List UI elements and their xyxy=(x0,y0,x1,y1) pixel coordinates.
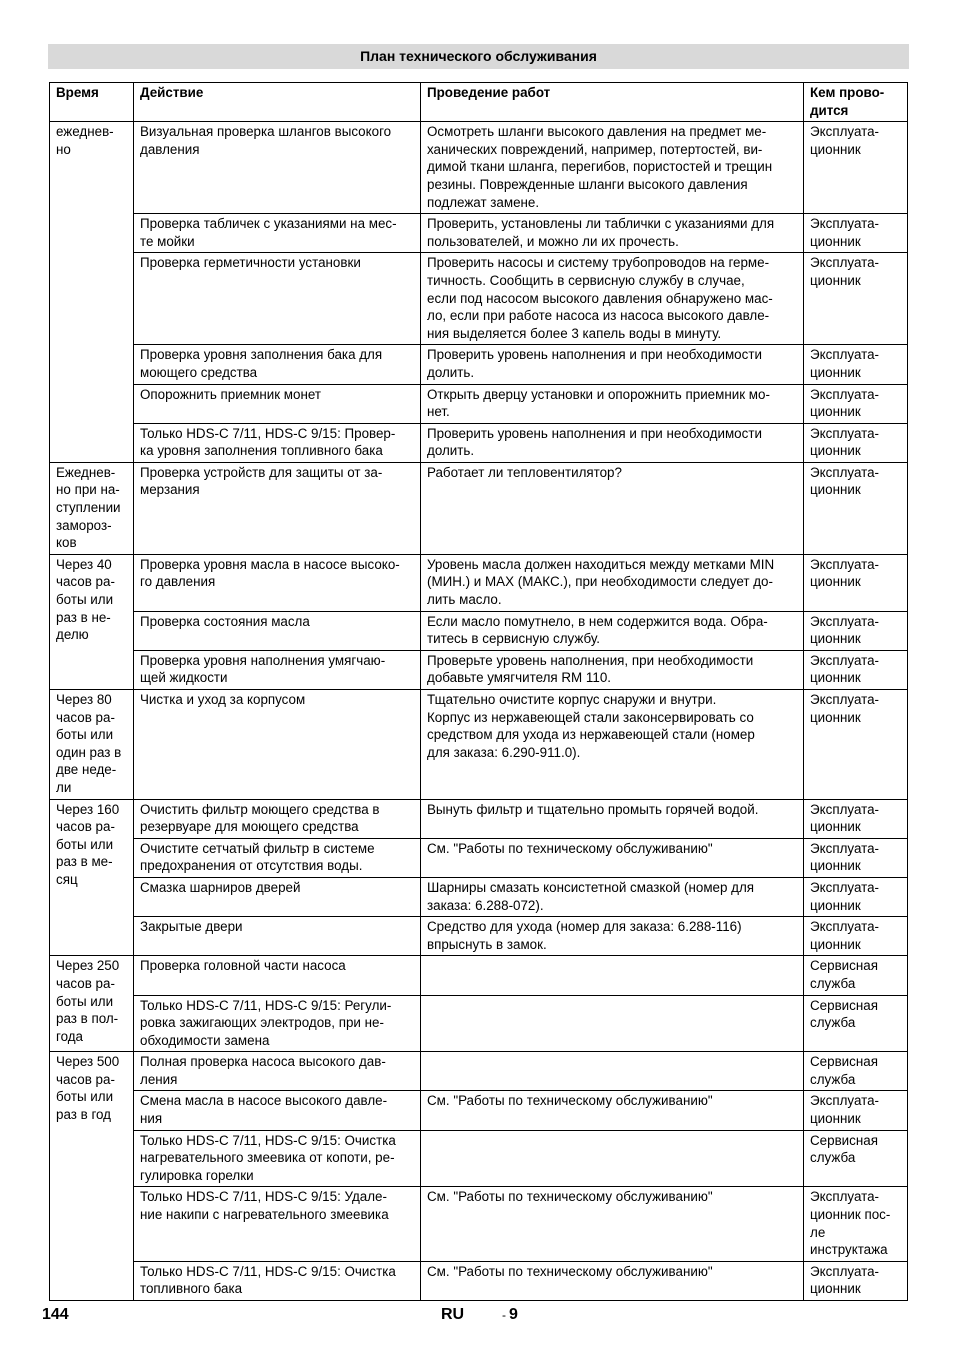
cell-work: Шарниры смазать консистетной смазкой (номер для заказа: 6.288-072). xyxy=(421,877,804,916)
cell-action: Только HDS-C 7/11, HDS-C 9/15: Очистка топливного бака xyxy=(134,1261,421,1300)
cell-who: Эксплуата- ционник xyxy=(804,122,908,214)
table-row xyxy=(50,253,908,345)
cell-who: Эксплуата- ционник xyxy=(804,838,908,877)
cell-who: Эксплуата- ционник xyxy=(804,877,908,916)
cell-action: Проверка состояния масла xyxy=(134,611,421,650)
cell-who: Эксплуата- ционник пос- ле инструктажа xyxy=(804,1187,908,1261)
cell-who: Сервисная служба xyxy=(804,956,908,995)
header-time: Время xyxy=(50,83,134,122)
cell-action: Проверка уровня масла в насосе высоко- го давления xyxy=(134,554,421,611)
table-row xyxy=(50,650,908,689)
cell-action: Проверка уровня заполнения бака для моющего средства xyxy=(134,345,421,384)
cell-action: Только HDS-C 7/11, HDS-C 9/15: Очистка нагревательного змеевика от копоти, ре- гулировка горелки xyxy=(134,1130,421,1187)
sheet-dash: - xyxy=(502,1308,506,1322)
cell-who: Сервисная служба xyxy=(804,1052,908,1091)
cell-work: Осмотреть шланги высокого давления на предмет ме- ханических повреждений, например, потертостей, ви- димой ткани шланга, перегибов, пористостей и трещин резины. Поврежденные шланги высокого давления подлежат замене. xyxy=(421,122,804,214)
cell-work xyxy=(421,956,804,995)
cell-time: Ежеднев- но при на- ступлении замороз- ков xyxy=(50,462,134,554)
table-row xyxy=(50,917,908,956)
cell-action: Опорожнить приемник монет xyxy=(134,384,421,423)
cell-time: Через 250 часов ра- боты или раз в пол- года xyxy=(50,956,134,1052)
cell-action: Смазка шарниров дверей xyxy=(134,877,421,916)
cell-action: Закрытые двери xyxy=(134,917,421,956)
table-row xyxy=(50,1130,908,1187)
sheet-number xyxy=(502,1306,518,1324)
cell-action: Смена масла в насосе высокого давле- ния xyxy=(134,1091,421,1130)
maintenance-table xyxy=(49,82,908,1301)
cell-action: Проверка головной части насоса xyxy=(134,956,421,995)
cell-work: Проверить, установлены ли таблички с указаниями для пользователей, и можно ли их прочесть. xyxy=(421,214,804,253)
cell-work xyxy=(421,1130,804,1187)
cell-who: Эксплуата- ционник xyxy=(804,917,908,956)
cell-work: Уровень масла должен находиться между метками MIN (МИН.) и MAX (МАКС.), при необходимости следует до- лить масло. xyxy=(421,554,804,611)
cell-work: Средство для ухода (номер для заказа: 6.288-116) впрыснуть в замок. xyxy=(421,917,804,956)
cell-work: Если масло помутнело, в нем содержится вода. Обра- титесь в сервисную службу. xyxy=(421,611,804,650)
cell-work xyxy=(421,1052,804,1091)
cell-who: Эксплуата- ционник xyxy=(804,554,908,611)
table-row xyxy=(50,462,908,554)
cell-action: Визуальная проверка шлангов высокого давления xyxy=(134,122,421,214)
cell-action: Проверка герметичности установки xyxy=(134,253,421,345)
cell-who: Эксплуата- ционник xyxy=(804,214,908,253)
table-row xyxy=(50,122,908,214)
table-row xyxy=(50,838,908,877)
cell-who: Эксплуата- ционник xyxy=(804,1261,908,1300)
cell-action: Только HDS-C 7/11, HDS-C 9/15: Регули- ровка зажигающих электродов, при не- обходимости замена xyxy=(134,995,421,1052)
cell-action: Чистка и уход за корпусом xyxy=(134,690,421,800)
cell-who: Эксплуата- ционник xyxy=(804,611,908,650)
table-row xyxy=(50,1091,908,1130)
cell-time: Через 80 часов ра- боты или один раз в две неде- ли xyxy=(50,690,134,800)
cell-work: Проверьте уровень наполнения, при необходимости добавьте умягчителя RM 110. xyxy=(421,650,804,689)
cell-time: Через 160 часов ра- боты или раз в ме- сяц xyxy=(50,799,134,956)
cell-work: См. "Работы по техническому обслуживанию" xyxy=(421,838,804,877)
cell-work xyxy=(421,995,804,1052)
cell-action: Только HDS-C 7/11, HDS-C 9/15: Удале- ние накипи с нагревательного змеевика xyxy=(134,1187,421,1261)
cell-who: Эксплуата- ционник xyxy=(804,423,908,462)
cell-who: Эксплуата- ционник xyxy=(804,1091,908,1130)
header-action: Действие xyxy=(134,83,421,122)
table-row xyxy=(50,799,908,838)
header-who: Кем прово- дится xyxy=(804,83,908,122)
cell-action: Проверка устройств для защиты от за- мерзания xyxy=(134,462,421,554)
cell-who: Эксплуата- ционник xyxy=(804,650,908,689)
table-row xyxy=(50,423,908,462)
table-row xyxy=(50,214,908,253)
table-row xyxy=(50,995,908,1052)
table-header-row xyxy=(50,83,908,122)
cell-who: Эксплуата- ционник xyxy=(804,345,908,384)
cell-who: Сервисная служба xyxy=(804,995,908,1052)
table-row xyxy=(50,1261,908,1300)
cell-work: Проверить насосы и систему трубопроводов на герме- тичность. Сообщить в сервисную службу в случае, если под насосом высокого давления обнаружено мас- ло, если при работе насоса из насоса высокого давле- ния выделяется более 3 капель воды в минуту. xyxy=(421,253,804,345)
cell-action: Очистить фильтр моющего средства в резервуаре для моющего средства xyxy=(134,799,421,838)
cell-who: Эксплуата- ционник xyxy=(804,384,908,423)
cell-who: Эксплуата- ционник xyxy=(804,253,908,345)
cell-time: ежеднев- но xyxy=(50,122,134,463)
header-work: Проведение работ xyxy=(421,83,804,122)
table-row xyxy=(50,1052,908,1091)
sheet-value: 9 xyxy=(509,1306,518,1323)
cell-action: Проверка уровня наполнения умягчаю- щей жидкости xyxy=(134,650,421,689)
cell-who: Сервисная служба xyxy=(804,1130,908,1187)
table-row xyxy=(50,611,908,650)
table-row xyxy=(50,554,908,611)
cell-work: Проверить уровень наполнения и при необходимости долить. xyxy=(421,423,804,462)
language-code: RU xyxy=(441,1306,465,1323)
cell-work: Тщательно очистите корпус снаружи и внутри. Корпус из нержавеющей стали законсервировать со средством для ухода из нержавеющей стали (номер для заказа: 6.290-911.0). xyxy=(421,690,804,800)
table-body xyxy=(50,122,908,1301)
cell-work: См. "Работы по техническому обслуживанию" xyxy=(421,1261,804,1300)
cell-work: Работает ли тепловентилятор? xyxy=(421,462,804,554)
table-row xyxy=(50,345,908,384)
table-row xyxy=(50,956,908,995)
cell-time: Через 500 часов ра- боты или раз в год xyxy=(50,1052,134,1301)
cell-work: См. "Работы по техническому обслуживанию" xyxy=(421,1091,804,1130)
section-title: План технического обслуживания xyxy=(48,44,909,69)
cell-time: Через 40 часов ра- боты или раз в не- делю xyxy=(50,554,134,689)
cell-work: Проверить уровень наполнения и при необходимости долить. xyxy=(421,345,804,384)
cell-action: Очистите сетчатый фильтр в системе предохранения от отсутствия воды. xyxy=(134,838,421,877)
table-row xyxy=(50,384,908,423)
cell-work: Вынуть фильтр и тщательно промыть горячей водой. xyxy=(421,799,804,838)
cell-action: Проверка табличек с указаниями на мес- те мойки xyxy=(134,214,421,253)
table-row xyxy=(50,877,908,916)
cell-work: Открыть дверцу установки и опорожнить приемник мо- нет. xyxy=(421,384,804,423)
table-row xyxy=(50,1187,908,1261)
table-row xyxy=(50,690,908,800)
cell-who: Эксплуата- ционник xyxy=(804,799,908,838)
cell-action: Только HDS-C 7/11, HDS-C 9/15: Провер- ка уровня заполнения топливного бака xyxy=(134,423,421,462)
cell-who: Эксплуата- ционник xyxy=(804,690,908,800)
cell-action: Полная проверка насоса высокого дав- ления xyxy=(134,1052,421,1091)
cell-work: См. "Работы по техническому обслуживанию" xyxy=(421,1187,804,1261)
page-number: 144 xyxy=(42,1306,69,1323)
cell-who: Эксплуата- ционник xyxy=(804,462,908,554)
